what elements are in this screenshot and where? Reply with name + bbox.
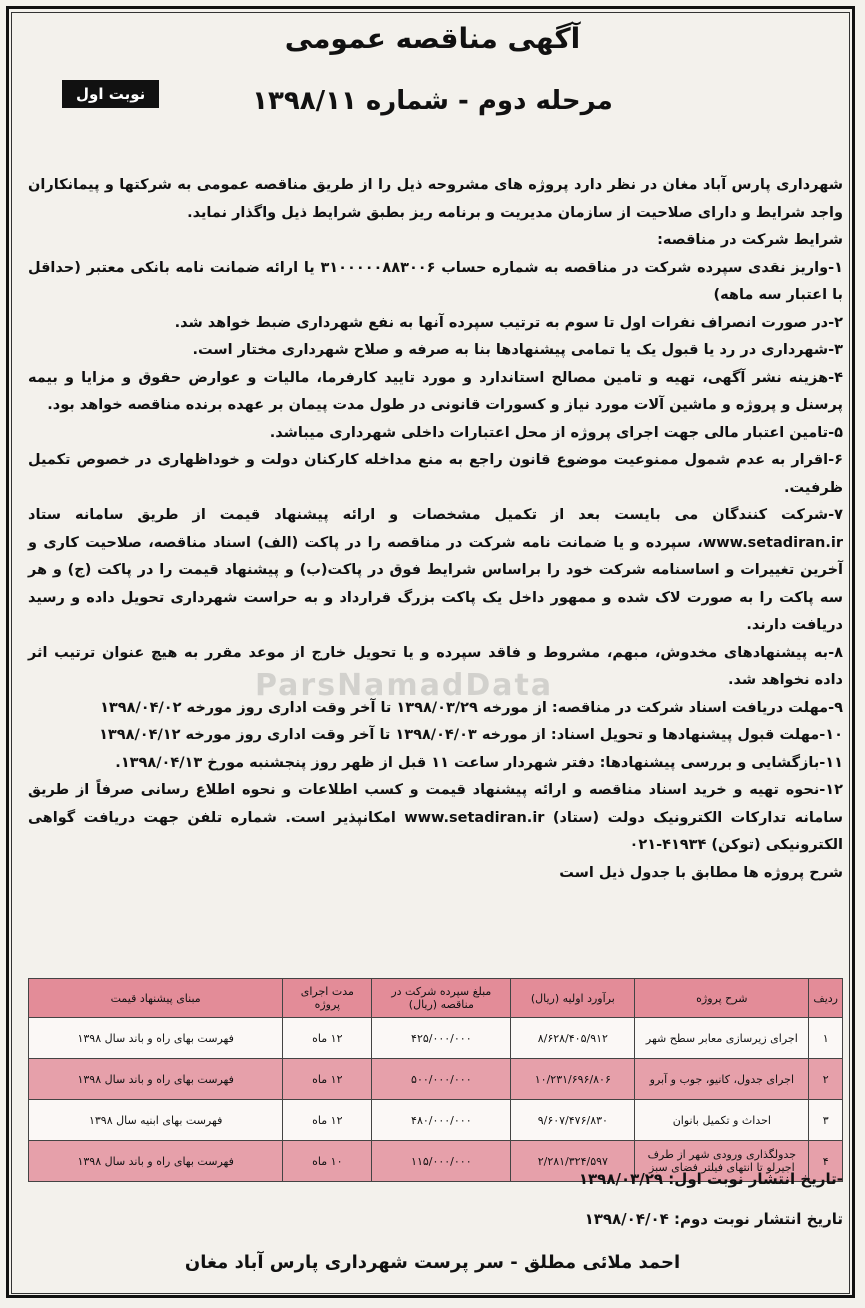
condition-item: ۲-در صورت انصراف نفرات اول تا سوم به ترتیب سپرده آنها به نفع شهرداری ضبط خواهد شد. [174, 314, 843, 331]
table-row [29, 1018, 843, 1059]
cell-deposit-amount: ۴۲۵/۰۰۰/۰۰۰ [372, 1018, 511, 1059]
watermark: ParsNamadData [255, 668, 554, 703]
cell-duration: ۱۲ ماه [283, 1100, 372, 1141]
condition-item: ۱۲-نحوه تهیه و خرید اسناد مناقصه و ارائه پیشنهاد قیمت و کسب اطلاعات و نحوه اطلاع رسانی صرفاً از طریق سامانه تدارکات الکترونیک دولت (ستاد) www.setadiran.ir امکانپذیر است. شماره تلفن جهت دریافت گواهی الکترونیکی (توکن) ۴۱۹۳۴-۰۲۱ [28, 782, 843, 853]
condition-item: ۸-به پیشنهادهای مخدوش، مبهم، مشروط و فاقد سپرده و یا تحویل خارج از موعد مقرر به هیچ عنوان ترتیب اثر داده نخواهد شد. [28, 644, 843, 688]
cell-row-number: ۴ [809, 1141, 843, 1182]
projects-table-wrap [28, 978, 843, 1182]
col-deposit-amount: مبلغ سپرده شرکت در مناقصه (ریال) [372, 979, 511, 1018]
condition-item: ۳-شهرداری در رد یا قبول یک یا تمامی پیشنهادها بنا به صرفه و صلاح شهرداری مختار است. [192, 342, 843, 358]
cell-price-basis: فهرست بهای ابنیه سال ۱۳۹۸ [29, 1100, 283, 1141]
cell-duration: ۱۲ ماه [283, 1059, 372, 1100]
cell-initial-estimate: ۱۰/۲۳۱/۶۹۶/۸۰۶ [511, 1059, 635, 1100]
col-price-basis: مبنای پیشنهاد قیمت [29, 979, 283, 1018]
cell-deposit-amount: ۴۸۰/۰۰۰/۰۰۰ [372, 1100, 511, 1141]
condition-item: ۵-تامین اعتبار مالی جهت اجرای پروژه از محل اعتبارات داخلی شهرداری میباشد. [269, 424, 843, 441]
table-header-row [29, 979, 843, 1018]
round-badge: نوبت اول [62, 80, 159, 108]
cell-row-number: ۱ [809, 1018, 843, 1059]
condition-item: ۱-واریز نقدی سپرده شرکت در مناقصه به شماره حساب ۳۱۰۰۰۰۰۸۸۳۰۰۶ یا ارائه ضمانت نامه بانکی معتبر (حداقل با اعتبار سه ماهه) [28, 259, 843, 303]
col-project-description: شرح پروژه [635, 979, 809, 1018]
cell-project-description: احداث و تکمیل بانوان [635, 1100, 809, 1141]
cell-initial-estimate: ۸/۶۲۸/۴۰۵/۹۱۲ [511, 1018, 635, 1059]
table-row [29, 1100, 843, 1141]
col-initial-estimate: برآورد اولیه (ریال) [511, 979, 635, 1018]
cell-initial-estimate: ۹/۶۰۷/۴۷۶/۸۳۰ [511, 1100, 635, 1141]
notice-title: آگهی مناقصه عمومی [284, 22, 581, 55]
table-row [29, 1059, 843, 1100]
cell-project-description: اجرای زیرسازی معابر سطح شهر [635, 1018, 809, 1059]
condition-item: ۱۱-بازگشایی و بررسی پیشنهادها: دفتر شهردار ساعت ۱۱ قبل از ظهر روز پنجشنبه مورخ ۱۳۹۸/۰۴/۱۳. [115, 754, 843, 771]
notice-subtitle: مرحله دوم - شماره ۱۳۹۸/۱۱ [252, 86, 613, 116]
cell-duration: ۱۰ ماه [283, 1141, 372, 1182]
cell-duration: ۱۲ ماه [283, 1018, 372, 1059]
cell-price-basis: فهرست بهای راه و باند سال ۱۳۹۸ [29, 1059, 283, 1100]
table-heading: شرح پروژه ها مطابق با جدول ذیل است [559, 864, 843, 881]
projects-table [28, 978, 843, 1182]
conditions-heading: شرایط شرکت در مناقصه: [657, 232, 843, 248]
condition-item: ۷-شرکت کنندگان می بایست بعد از تکمیل مشخصات و ارائه پیشنهاد قیمت از طریق سامانه ستاد www.setadiran.ir، سپرده و یا ضمانت نامه شرکت در مناقصه را در پاکت (الف) اسناد مناقصه، صلاحیت کاری و آخرین تغییرات و اساسنامه شرکت خود را براساس شرایط فوق در پاکت(ب) و پیشنهاد قیمت را در پاکت (ج) و هر سه پاکت را به صورت لاک شده و ممهور داخل یک پاکت بزرگ قرارداد و به حراست شهرداری تحویل داده و رسید دریافت دارند. [28, 507, 843, 633]
signature: احمد ملائی مطلق - سر پرست شهرداری پارس آباد مغان [184, 1252, 681, 1273]
condition-item: ۶-اقرار به عدم شمول ممنوعیت موضوع قانون راجع به منع مداخله کارکنان دولت و خوداظهاری در خصوص تکمیل ظرفیت. [28, 452, 843, 496]
cell-project-description: اجرای جدول، کانیو، جوب و آبرو [635, 1059, 809, 1100]
cell-deposit-amount: ۱۱۵/۰۰۰/۰۰۰ [372, 1141, 511, 1182]
cell-deposit-amount: ۵۰۰/۰۰۰/۰۰۰ [372, 1059, 511, 1100]
notice-body [28, 172, 843, 887]
condition-item: ۹-مهلت دریافت اسناد شرکت در مناقصه: از مورخه ۱۳۹۸/۰۳/۲۹ تا آخر وقت اداری روز مورخه ۱۳۹۸/۰۴/۰۲ [100, 699, 843, 716]
cell-price-basis: فهرست بهای راه و باند سال ۱۳۹۸ [29, 1141, 283, 1182]
cell-initial-estimate: ۲/۲۸۱/۳۲۴/۵۹۷ [511, 1141, 635, 1182]
col-row-number: ردیف [809, 979, 843, 1018]
cell-row-number: ۳ [809, 1100, 843, 1141]
cell-row-number: ۲ [809, 1059, 843, 1100]
cell-price-basis: فهرست بهای راه و باند سال ۱۳۹۸ [29, 1018, 283, 1059]
intro-text: شهرداری پارس آباد مغان در نظر دارد پروژه های مشروحه ذیل را از طریق مناقصه عمومی به شرکتها و پیمانکاران واجد شرایط و دارای صلاحیت از سازمان مدیریت و برنامه ریز بطبق شرایط ذیل واگذار نماید. [28, 177, 843, 221]
publish-date-first: -تاریخ انتشار نوبت اول: ۱۳۹۸/۰۳/۲۹ [578, 1170, 843, 1188]
cell-project-description: جدولگذاری ورودی شهر از طرف اجیرلو تا انتهای فیلتر فضای سبز [635, 1141, 809, 1182]
condition-item: ۴-هزینه نشر آگهی، تهیه و تامین مصالح استاندارد و مورد تایید کارفرما، مالیات و عوارض حقوق و مزایا و بیمه پرسنل و پروژه و ماشین آلات مورد نیاز و کسورات قانونی در طول مدت پیمان بر عهده برنده مناقصه خواهد بود. [28, 369, 843, 413]
publish-date-second: تاریخ انتشار نوبت دوم: ۱۳۹۸/۰۴/۰۴ [584, 1210, 843, 1228]
col-duration: مدت اجرای پروژه [283, 979, 372, 1018]
condition-item: ۱۰-مهلت قبول پیشنهادها و تحویل اسناد: از مورخه ۱۳۹۸/۰۴/۰۳ تا آخر وقت اداری روز مورخه ۱۳۹۸/۰۴/۱۲ [99, 727, 843, 743]
